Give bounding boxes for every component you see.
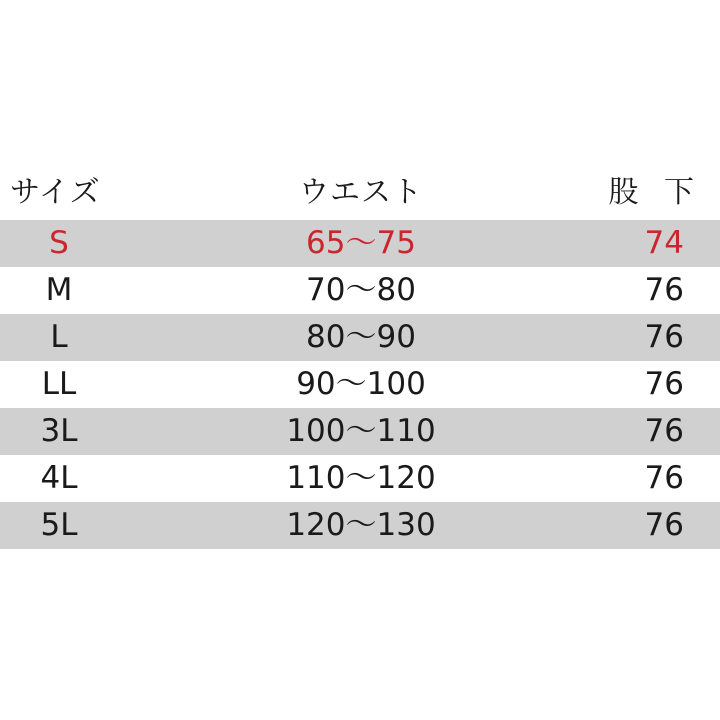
size-cell: 3L — [40, 413, 78, 449]
inseam-cell: 76 — [644, 413, 684, 449]
size-cell: 5L — [40, 507, 78, 543]
waist-cell: 120〜130 — [286, 507, 436, 543]
waist-cell: 110〜120 — [286, 460, 436, 496]
table-row — [0, 408, 720, 455]
waist-cell: 90〜100 — [296, 366, 426, 402]
table-row — [0, 455, 720, 502]
size-cell: LL — [41, 366, 77, 402]
size-cell: M — [45, 272, 73, 308]
header-waist: ウエスト — [299, 175, 423, 210]
size-chart-table — [0, 166, 720, 549]
table-row — [0, 502, 720, 549]
table-row — [0, 220, 720, 267]
inseam-cell: 76 — [644, 366, 684, 402]
inseam-cell: 76 — [644, 507, 684, 543]
inseam-cell: 76 — [644, 319, 684, 355]
header-size: サイズ — [10, 175, 101, 210]
table-row — [0, 361, 720, 408]
size-cell: L — [50, 319, 68, 355]
waist-cell: 65〜75 — [306, 225, 416, 261]
waist-cell: 80〜90 — [306, 319, 416, 355]
table-row — [0, 314, 720, 361]
inseam-cell: 76 — [644, 272, 684, 308]
table-row — [0, 267, 720, 314]
table-header-row — [0, 166, 720, 220]
inseam-cell: 76 — [644, 460, 684, 496]
waist-cell: 70〜80 — [306, 272, 416, 308]
inseam-cell: 74 — [644, 225, 684, 261]
header-inseam: 股 下 — [608, 175, 702, 210]
waist-cell: 100〜110 — [286, 413, 436, 449]
size-cell: 4L — [40, 460, 78, 496]
size-cell: S — [49, 225, 69, 261]
